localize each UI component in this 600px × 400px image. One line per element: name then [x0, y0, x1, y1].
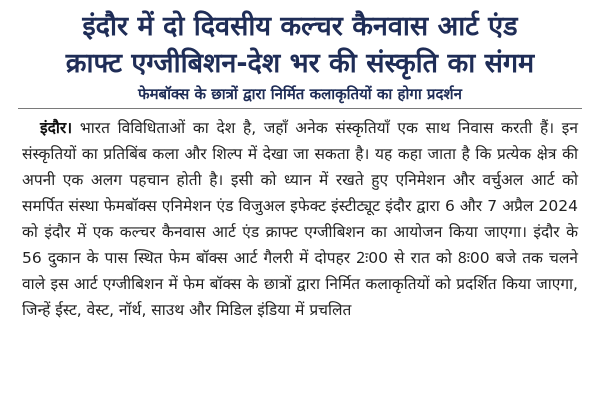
headline-line-1: इंदौर में दो दिवसीय कल्चर कैनवास आर्ट एंड	[82, 11, 518, 42]
article-body-text: भारत विविधिताओं का देश है, जहाँ अनेक संस्कृतियाँ एक साथ निवास करती हैं। इन संस्कृतियों का प्रतिबिंब कला और शिल्प में देखा जा सकता है। यह कहा जाता है कि प्रत्येक क्षेत्र की अपनी एक अलग पहचान होती है। इसी को ध्यान में रखते हुए एनिमेशन और वर्चुअल आर्ट को समर्पित संस्था फेमबॉक्स एनिमेशन एंड विजुअल इफेक्ट इंस्टीट्यूट इंदौर द्वारा 6 और 7 अप्रैल 2024 को इंदौर में एक कल्चर कैनवास आर्ट एंड क्राफ्ट एग्जीबिशन का आयोजन किया जाएगा। इंदौर के 56 दुकान के पास स्थित फेम बॉक्स आर्ट गैलरी में दोपहर 2ः00 से रात को 8ः00 बजे तक चलने वाले इस आर्ट एग्जीबिशन में फेम बॉक्स के छात्रों द्वारा निर्मित कलाकृतियों को प्रदर्शित किया जाएगा, जिन्हें ईस्ट, वेस्ट, नॉर्थ, साउथ और मिडिल इंडिया में प्रचलित	[22, 119, 579, 319]
headline-line-2: क्राफ्ट एग्जीबिशन-देश भर की संस्कृति का संगम	[65, 48, 535, 79]
subheadline: फेमबॉक्स के छात्रों द्वारा निर्मित कलाकृतियों का होगा प्रदर्शन	[138, 85, 462, 103]
dateline: इंदौर।	[40, 119, 73, 137]
article-body	[0, 109, 600, 323]
